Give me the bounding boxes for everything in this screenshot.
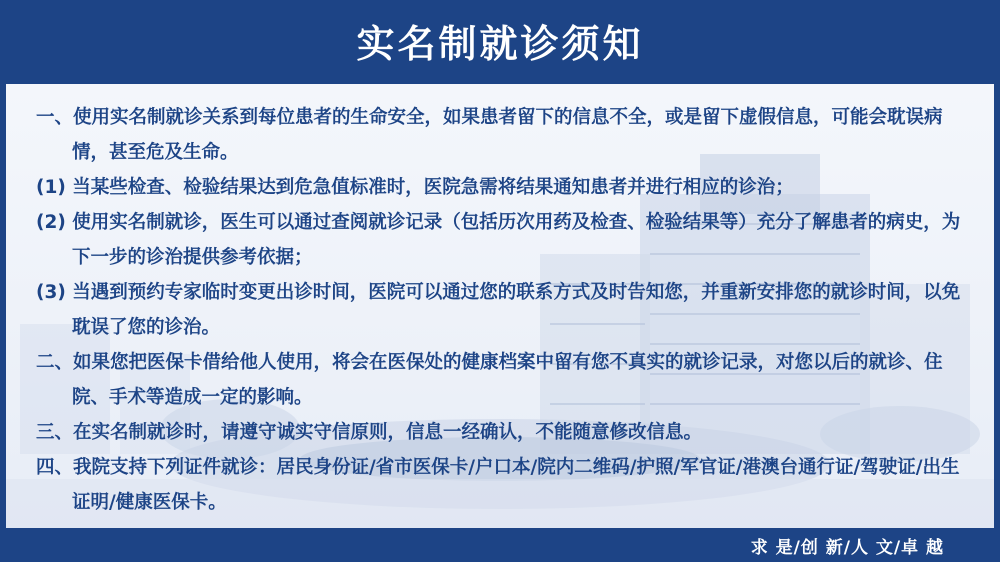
notice-item-1-sub-3: (3) 当遇到预约专家临时变更出诊时间，医院可以通过您的联系方式及时告知您，并重新安排您的就诊时间，以免耽误了您的诊治。 xyxy=(36,282,961,338)
page-title: 实名制就诊须知 xyxy=(356,21,644,66)
notice-item-1: 一、使用实名制就诊关系到每位患者的生命安全，如果患者留下的信息不全，或是留下虚假信息，可能会耽误病情，甚至危及生命。 xyxy=(36,107,943,163)
left-border xyxy=(0,84,6,528)
notice-item-1-sub-1: (1) 当某些检查、检验结果达到危急值标准时，医院急需将结果通知患者并进行相应的诊治； xyxy=(36,177,794,198)
notice-content xyxy=(36,100,966,520)
notice-item-3: 三、在实名制就诊时，请遵守诚实守信原则，信息一经确认，不能随意修改信息。 xyxy=(36,422,703,443)
header-bar xyxy=(0,0,1000,84)
notice-item-1-sub-2: (2) 使用实名制就诊，医生可以通过查阅就诊记录（包括历次用药及检查、检验结果等）充分了解患者的病史，为下一步的诊治提供参考依据； xyxy=(36,212,961,268)
footer-bar xyxy=(0,528,1000,562)
notice-item-2: 二、如果您把医保卡借给他人使用，将会在医保处的健康档案中留有您不真实的就诊记录，对您以后的就诊、住院、手术等造成一定的影响。 xyxy=(36,352,943,408)
notice-item-4: 四、我院支持下列证件就诊：居民身份证/省市医保卡/户口本/院内二维码/护照/军官证/港澳台通行证/驾驶证/出生证明/健康医保卡。 xyxy=(36,457,960,513)
right-border xyxy=(994,84,1000,528)
footer-slogan: 求 是/创 新/人 文/卓 越 xyxy=(750,538,944,558)
